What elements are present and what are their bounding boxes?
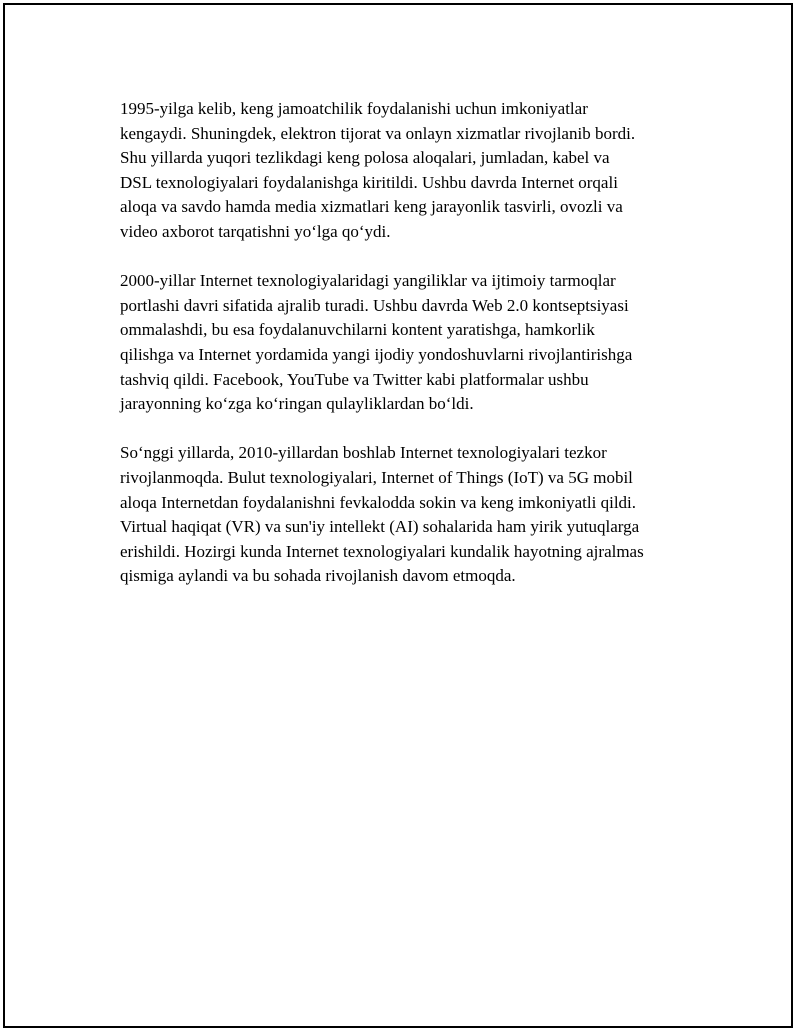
text-line: jarayonning ko‘zga ko‘ringan qulayliklardan bo‘ldi. <box>120 394 474 414</box>
text-line: qilishga va Internet yordamida yangi ijodiy yondoshuvlarni rivojlantirishga <box>120 344 633 364</box>
text-line: aloqa va savdo hamda media xizmatlari keng jarayonlik tasvirli, ovozli va <box>120 197 623 217</box>
text-line: Shu yillarda yuqori tezlikdagi keng polosa aloqalari, jumladan, kabel va <box>120 148 610 168</box>
paragraph-recent-years <box>120 441 705 589</box>
page-border <box>3 3 793 1028</box>
text-line: Virtual haqiqat (VR) va sun'iy intellekt (AI) sohalarida ham yirik yutuqlarga <box>120 517 640 537</box>
text-line: 1995-yilga kelib, keng jamoatchilik foydalanishi uchun imkoniyatlar <box>120 99 588 118</box>
text-line: DSL texnologiyalari foydalanishga kiritildi. Ushbu davrda Internet orqali <box>120 172 618 192</box>
text-line: video axborot tarqatishni yo‘lga qo‘ydi. <box>120 221 391 241</box>
paragraph-2000s <box>120 269 705 417</box>
text-line: erishildi. Hozirgi kunda Internet texnologiyalari kundalik hayotning ajralmas <box>120 541 644 561</box>
text-line: 2000-yillar Internet texnologiyalaridagi yangiliklar va ijtimoiy tarmoqlar <box>120 271 616 291</box>
document-body <box>120 97 705 613</box>
text-line: So‘nggi yillarda, 2010-yillardan boshlab Internet texnologiyalari tezkor <box>120 443 607 463</box>
text-line: kengaydi. Shuningdek, elektron tijorat va onlayn xizmatlar rivojlanib bordi. <box>120 123 636 143</box>
text-line: rivojlanmoqda. Bulut texnologiyalari, Internet of Things (IoT) va 5G mobil <box>120 467 633 487</box>
text-line: aloqa Internetdan foydalanishni fevkalodda sokin va keng imkoniyatli qildi. <box>120 492 637 512</box>
text-line: ommalashdi, bu esa foydalanuvchilarni kontent yaratishga, hamkorlik <box>120 320 595 340</box>
text-line: qismiga aylandi va bu sohada rivojlanish davom etmoqda. <box>120 566 516 586</box>
text-line: portlashi davri sifatida ajralib turadi. Ushbu davrda Web 2.0 kontseptsiyasi <box>120 295 629 315</box>
paragraph-1995 <box>120 97 705 245</box>
text-line: tashviq qildi. Facebook, YouTube va Twitter kabi platformalar ushbu <box>120 369 589 389</box>
